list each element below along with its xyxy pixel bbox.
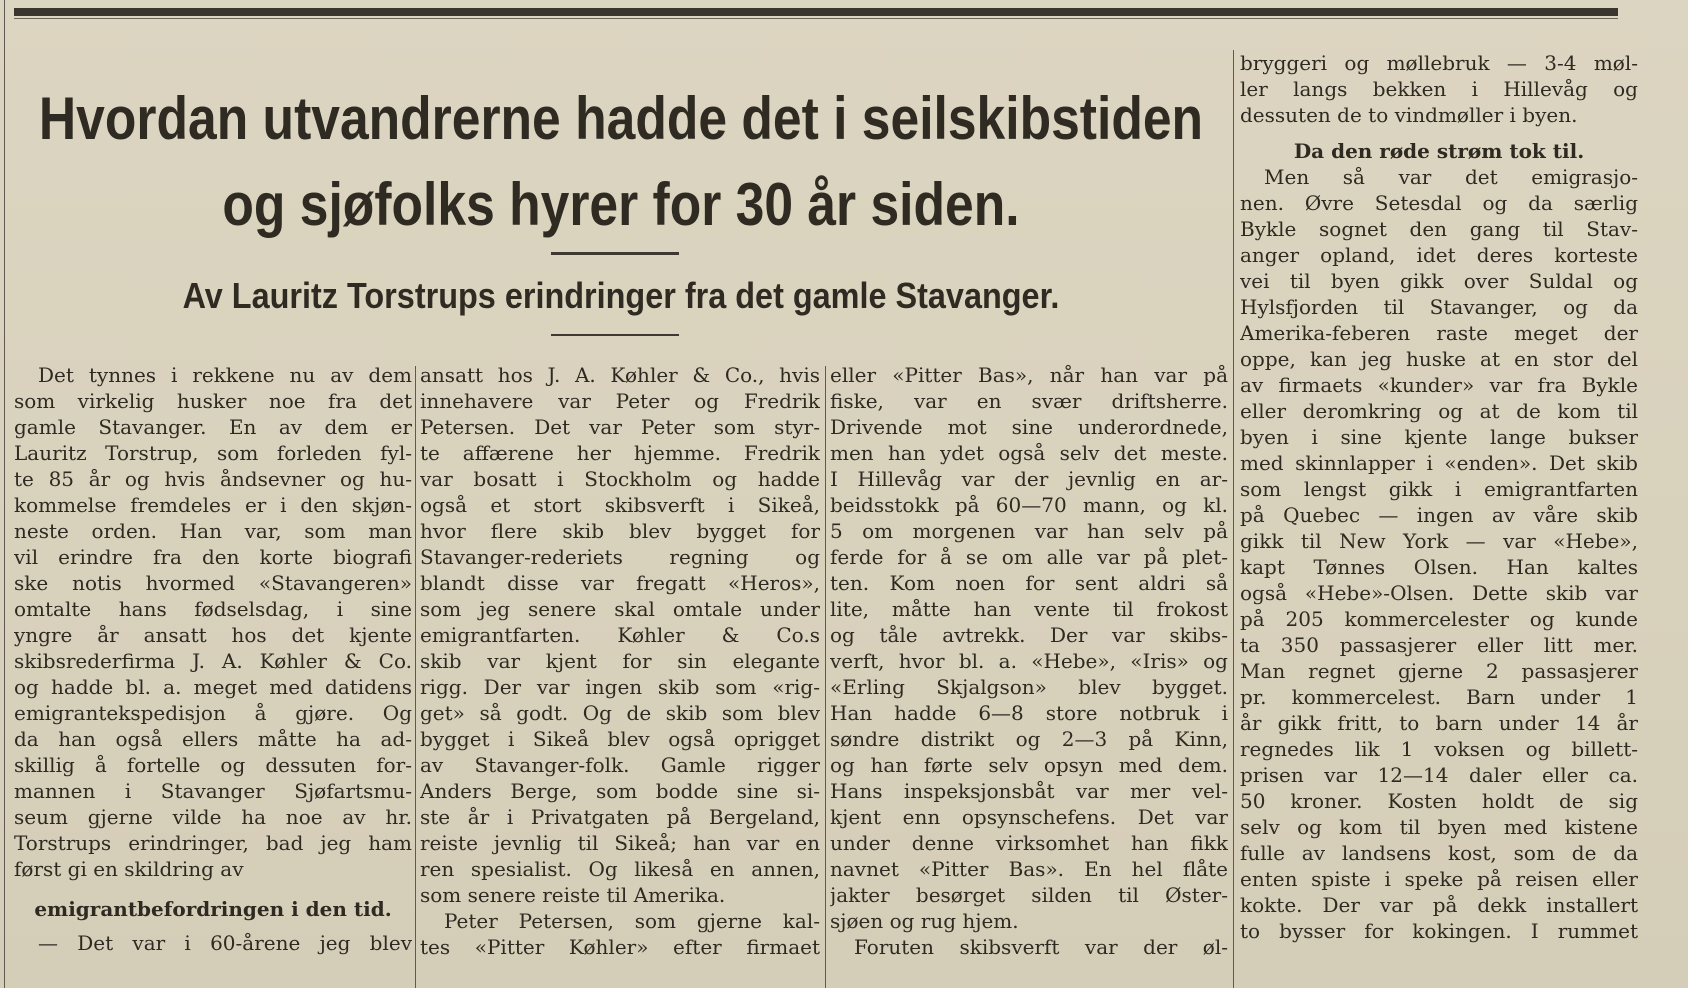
text-line: jakter besørget silden til Øster- <box>830 883 1228 907</box>
text-line: som senere reiste til Amerika. <box>420 883 726 907</box>
text-line: ste år i Privatgaten på Bergeland, <box>420 805 820 829</box>
text-line: — Det var i 60-årene jeg blev <box>38 931 412 955</box>
text-line: innehavere var Peter og Fredrik <box>420 389 820 413</box>
text-line: kokte. Der var på dekk installert <box>1240 893 1638 917</box>
text-line: neste orden. Han var, som man <box>14 519 412 543</box>
text-line: Drivende mot sine underordnede, <box>830 415 1228 439</box>
text-line: fiske, var en svær driftsherre. <box>830 389 1228 413</box>
text-line: ten. Kom noen for sent aldri så <box>830 571 1228 595</box>
text-line: emigrantekspedisjon å gjøre. Og <box>14 701 412 725</box>
text-line: og tåle avtrekk. Der var skibs- <box>830 623 1228 647</box>
text-line: vil erindre fra den korte biografi <box>14 545 412 569</box>
text-line: I Hillevåg var der jevnlig en ar- <box>830 467 1228 491</box>
text-line: pr. kommercelest. Barn under 1 <box>1240 685 1638 709</box>
column-subheading: emigrantbefordringen i den tid. <box>34 897 392 921</box>
text-line: under denne virksomhet han fikk <box>830 831 1228 855</box>
text-line: da han også ellers måtte ha ad- <box>14 727 412 751</box>
text-line: ren spesialist. Og likeså en annen, <box>420 857 820 881</box>
text-line: regnedes lik 1 voksen og billett- <box>1240 737 1638 761</box>
text-line: tes «Pitter Køhler» efter firmaet <box>420 935 820 959</box>
top-rule <box>14 8 1618 16</box>
text-line: emigrantfarten. Køhler & Co.s <box>420 623 820 647</box>
top-rule-thin <box>14 18 1618 19</box>
text-line: selv og kom til byen med kistene <box>1240 815 1638 839</box>
text-line: gamle Stavanger. En av dem er <box>14 415 412 439</box>
text-line: Han hadde 6—8 store notbruk i <box>830 701 1228 725</box>
text-line: te affærene her hjemme. Fredrik <box>420 441 820 465</box>
text-line: først gi en skildring av <box>14 857 244 881</box>
text-line: 50 kroner. Kosten holdt de sig <box>1240 789 1638 813</box>
text-line: seum gjerne vilde ha noe av hr. <box>14 805 412 829</box>
headline-divider <box>551 252 679 255</box>
headline-line-2: og sjøfolks hyrer for 30 år siden. <box>222 171 1020 238</box>
text-line: «Erling Skjalgson» blev bygget. <box>830 675 1228 699</box>
text-line: kapt Tønnes Olsen. Han kaltes <box>1240 555 1638 579</box>
text-line: mannen i Stavanger Sjøfartsmu- <box>14 779 412 803</box>
text-line: byen i sine kjente lange bukser <box>1240 425 1638 449</box>
text-line: som jeg senere skal omtale under <box>420 597 820 621</box>
text-line: rigg. Der var ingen skib som «rig- <box>420 675 820 699</box>
text-line: eller deromkring og at de kom til <box>1240 399 1638 423</box>
text-line: ta 350 passasjerer eller litt mer. <box>1240 633 1638 657</box>
text-line: Peter Petersen, som gjerne kal- <box>444 909 820 933</box>
text-line: og han førte selv opsyn med dem. <box>830 753 1228 777</box>
text-line: og hadde bl. a. meget med datidens <box>14 675 412 699</box>
text-line: reiste jevnlig til Sikeå; han var en <box>420 831 820 855</box>
text-line: hvor flere skib blev bygget for <box>420 519 820 543</box>
text-line: yngre år ansatt hos det kjente <box>14 623 412 647</box>
text-line: beidsstokk på 60—70 mann, og kl. <box>830 493 1228 517</box>
text-line: kommelse fremdeles er i den skjøn- <box>14 493 412 517</box>
text-line: te 85 år og hvis åndsevner og hu- <box>14 467 412 491</box>
text-line: skibsrederfirma J. A. Køhler & Co. <box>14 649 412 673</box>
text-line: get» så godt. Og de skib som blev <box>420 701 820 725</box>
text-line: Torstrups erindringer, bad jeg ham <box>14 831 412 855</box>
page-left-border <box>4 0 5 988</box>
text-line: Man regnet gjerne 2 passasjerer <box>1240 659 1638 683</box>
text-line: prisen var 12—14 daler eller ca. <box>1240 763 1638 787</box>
article-column-3 <box>830 362 1228 960</box>
text-line: på 205 kommercelester og kunde <box>1240 607 1638 631</box>
text-line: Stavanger-rederiets regning og <box>420 545 820 569</box>
text-line: dessuten de to vindmøller i byen. <box>1240 103 1578 127</box>
text-line: Anders Berge, som bodde sine si- <box>420 779 820 803</box>
spacer <box>14 882 412 896</box>
text-line: Det tynnes i rekkene nu av dem <box>38 363 412 387</box>
text-line: blandt disse var fregatt «Heros», <box>420 571 820 595</box>
text-line: lite, måtte han vente til frokost <box>830 597 1228 621</box>
text-line: Amerika-feberen raste meget der <box>1240 321 1638 345</box>
text-line: verft, hvor bl. a. «Hebe», «Iris» og <box>830 649 1228 673</box>
text-line: navnet «Pitter Bas». En hel flåte <box>830 857 1228 881</box>
article-headline <box>38 85 1204 238</box>
text-line: kjent enn opsynschefens. Det var <box>830 805 1228 829</box>
text-line: ler langs bekken i Hillevåg og <box>1240 77 1638 101</box>
text-line: bygget i Sikeå blev også oprigget <box>420 727 820 751</box>
text-line: på Quebec — ingen av våre skib <box>1240 503 1638 527</box>
byline-divider <box>551 334 679 336</box>
text-line: gikk til New York — var «Hebe», <box>1240 529 1638 553</box>
headline-line-1: Hvordan utvandrerne hadde det i seilskibstiden <box>38 85 1204 152</box>
text-line: var bosatt i Stockholm og hadde <box>420 467 820 491</box>
text-line: ferde for å se om alle var på plet- <box>830 545 1228 569</box>
text-line: vei til byen gikk over Suldal og <box>1240 269 1638 293</box>
text-line: av Stavanger-folk. Gamle rigger <box>420 753 820 777</box>
text-line: bryggeri og møllebruk — 3-4 møl- <box>1240 51 1638 75</box>
text-line: Bykle sognet den gang til Stav- <box>1240 217 1638 241</box>
column-rule-2 <box>825 366 826 988</box>
text-line: Hylsfjorden til Stavanger, og da <box>1240 295 1638 319</box>
text-line: 5 om morgenen var han selv på <box>830 519 1228 543</box>
text-line: med skinnlapper i «enden». Det skib <box>1240 451 1638 475</box>
text-line: men han ydet også selv det meste. <box>830 441 1228 465</box>
article-column-4 <box>1240 50 1638 944</box>
column-rule-1 <box>415 366 416 988</box>
text-line: omtalte hans fødselsdag, i sine <box>14 597 412 621</box>
text-line: ske notis hvormed «Stavangeren» <box>14 571 412 595</box>
article-byline: Av Lauritz Torstrups erindringer fra det gamle Stavanger. <box>182 275 1060 316</box>
article-column-2 <box>420 362 820 960</box>
column-subheading: Da den røde strøm tok til. <box>1293 139 1585 163</box>
text-line: anger opland, idet deres korteste <box>1240 243 1638 267</box>
text-line: skib var kjent for sin elegante <box>420 649 820 673</box>
text-line: enten spiste i speke på reisen eller <box>1240 867 1638 891</box>
text-line: også «Hebe»-Olsen. Dette skib var <box>1240 581 1638 605</box>
text-line: av firmaets «kunder» var fra Bykle <box>1240 373 1638 397</box>
text-line: ansatt hos J. A. Køhler & Co., hvis <box>420 363 820 387</box>
text-line: fulle av landsens kost, som de da <box>1240 841 1638 865</box>
text-line: Foruten skibsverft var der øl- <box>854 935 1228 959</box>
column-rule-4 <box>1233 50 1234 988</box>
text-line: søndre distrikt og 2—3 på Kinn, <box>830 727 1228 751</box>
text-line: to bysser for kokingen. I rummet <box>1240 919 1638 943</box>
text-line: Hans inspeksjonsbåt var mer vel- <box>830 779 1228 803</box>
text-line: Petersen. Det var Peter som styr- <box>420 415 820 439</box>
text-line: år gikk fritt, to barn under 14 år <box>1240 711 1638 735</box>
text-line: Lauritz Torstrup, som forleden fyl- <box>14 441 412 465</box>
text-line: som virkelig husker noe fra det <box>14 389 412 413</box>
article-column-1 <box>14 362 412 956</box>
text-line: eller «Pitter Bas», når han var på <box>830 363 1228 387</box>
text-line: som lengst gikk i emigrantfarten <box>1240 477 1638 501</box>
text-line: oppe, kan jeg huske at en stor del <box>1240 347 1638 371</box>
text-line: nen. Øvre Setesdal og da særlig <box>1240 191 1638 215</box>
text-line: sjøen og rug hjem. <box>830 909 1019 933</box>
text-line: skillig å fortelle og dessuten for- <box>14 753 412 777</box>
text-line: også et stort skibsverft i Sikeå, <box>420 493 820 517</box>
text-line: Men så var det emigrasjo- <box>1264 165 1638 189</box>
